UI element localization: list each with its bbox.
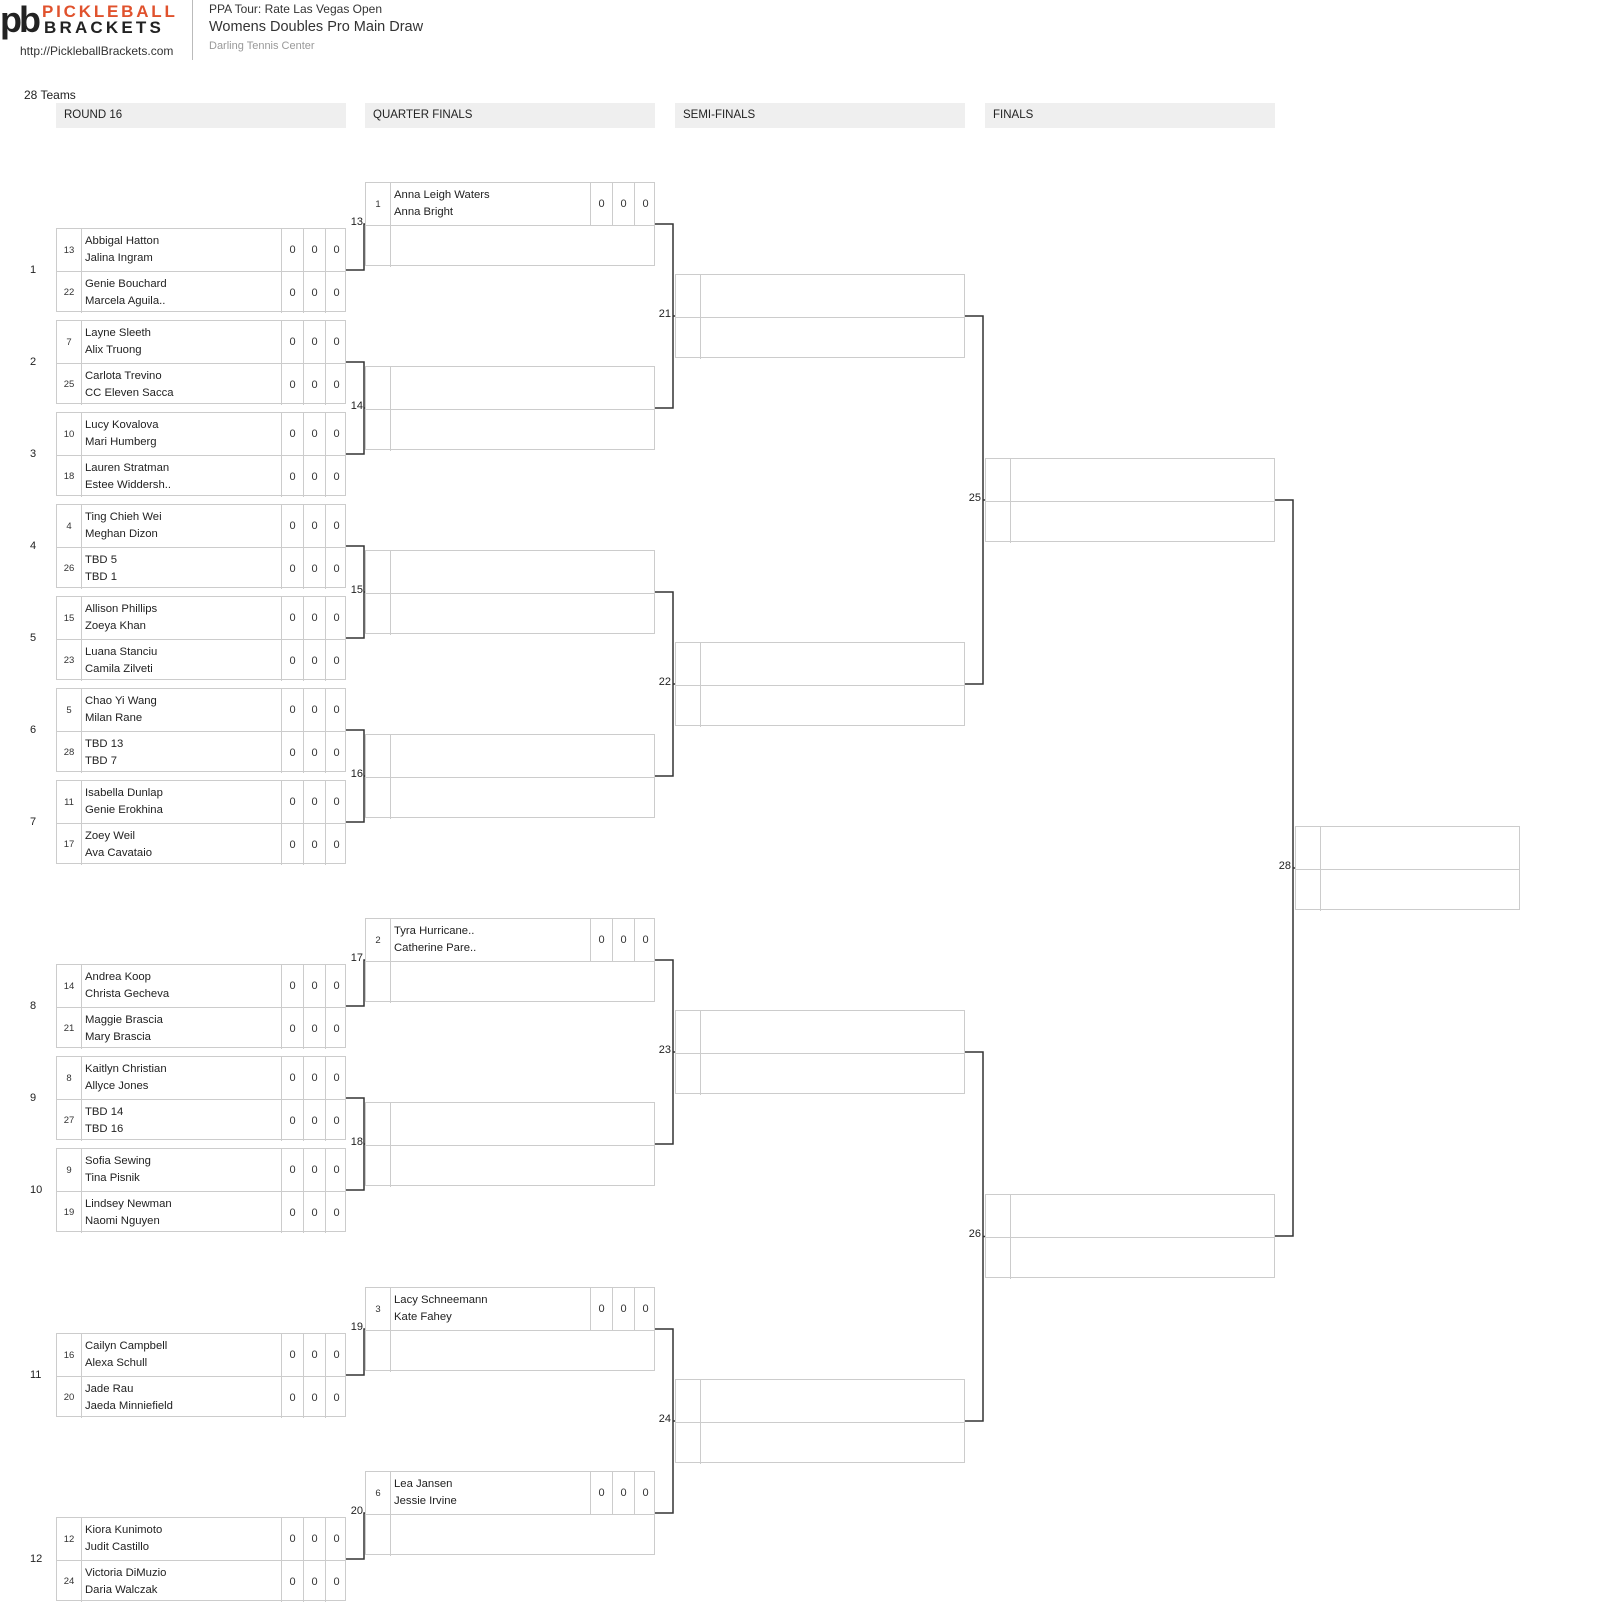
player-name: Alexa Schull	[85, 1357, 148, 1369]
match-number: 17	[350, 952, 363, 964]
game-score: 0	[325, 364, 347, 405]
round-header-finals: FINALS	[985, 103, 1275, 128]
player-name: Ting Chieh Wei	[85, 511, 162, 523]
game-score: 0	[303, 824, 325, 865]
seed-number: 4	[57, 505, 82, 547]
game-score: 0	[303, 364, 325, 405]
player-name: Luana Stanciu	[85, 646, 158, 658]
player-name: Isabella Dunlap	[85, 787, 163, 799]
logo-word-brackets: BRACKETS	[44, 18, 165, 37]
game-score: 0	[281, 505, 303, 547]
game-score: 0	[325, 1192, 347, 1233]
match-number: 13	[350, 216, 363, 228]
seed-number: 20	[57, 1377, 82, 1418]
game-score: 0	[281, 456, 303, 497]
match-number: 19	[350, 1321, 363, 1333]
game-score: 0	[325, 456, 347, 497]
game-score: 0	[325, 272, 347, 313]
match-number: 24	[658, 1413, 671, 1425]
game-score: 0	[325, 1057, 347, 1099]
match-number: 15	[350, 584, 363, 596]
player-name: Ava Cavataio	[85, 847, 152, 859]
connector-line	[655, 592, 673, 776]
game-score: 0	[303, 272, 325, 313]
player-name: TBD 13	[85, 738, 124, 750]
game-score: 0	[303, 597, 325, 639]
player-name: Allison Phillips	[85, 603, 158, 615]
game-score: 0	[281, 364, 303, 405]
player-name: Tyra Hurricane..	[394, 925, 475, 937]
logo-mark: pb	[0, 0, 38, 40]
game-score: 0	[325, 824, 347, 865]
connector-line	[1275, 500, 1293, 1236]
game-score: 0	[303, 1057, 325, 1099]
game-score: 0	[303, 456, 325, 497]
player-name: Kaitlyn Christian	[85, 1063, 167, 1075]
match-number: 16	[350, 768, 363, 780]
game-score: 0	[325, 505, 347, 547]
game-score: 0	[325, 689, 347, 731]
player-name: CC Eleven Sacca	[85, 387, 174, 399]
player-name: Tina Pisnik	[85, 1172, 140, 1184]
game-score: 0	[303, 1100, 325, 1141]
seed-number: 9	[57, 1149, 82, 1191]
match-number: 3	[30, 448, 37, 460]
connector-line	[346, 1329, 365, 1375]
player-name: Judit Castillo	[85, 1541, 150, 1553]
game-score: 0	[303, 1518, 325, 1560]
connector-line	[346, 730, 364, 822]
seed-number: 19	[57, 1192, 82, 1233]
player-name: Mari Humberg	[85, 436, 157, 448]
game-score: 0	[634, 1472, 656, 1514]
game-score: 0	[303, 965, 325, 1007]
game-score: 0	[303, 413, 325, 455]
player-name: Abbigal Hatton	[85, 235, 160, 247]
game-score: 0	[281, 272, 303, 313]
player-name: TBD 16	[85, 1123, 124, 1135]
game-score: 0	[325, 640, 347, 681]
game-score: 0	[325, 321, 347, 363]
game-score: 0	[325, 781, 347, 823]
connector-line	[346, 362, 364, 454]
match-number: 4	[30, 540, 37, 552]
game-score: 0	[281, 1334, 303, 1376]
venue-name: Darling Tennis Center	[209, 40, 315, 52]
seed-number: 14	[57, 965, 82, 1007]
player-name: Maggie Brascia	[85, 1014, 163, 1026]
game-score: 0	[303, 1008, 325, 1049]
game-score: 0	[303, 781, 325, 823]
player-name: Camila Zilveti	[85, 663, 153, 675]
match-number: 25	[968, 492, 981, 504]
seed-number: 25	[57, 364, 82, 405]
match-number: 8	[30, 1000, 37, 1012]
player-name: TBD 7	[85, 755, 118, 767]
round-header-semifinals: SEMI-FINALS	[675, 103, 965, 128]
player-name: Daria Walczak	[85, 1584, 158, 1596]
draw-title: Womens Doubles Pro Main Draw	[209, 19, 424, 35]
game-score: 0	[634, 1288, 656, 1330]
seed-number: 27	[57, 1100, 82, 1141]
match-number: 11	[30, 1369, 42, 1381]
game-score: 0	[325, 1008, 347, 1049]
seed-number: 3	[366, 1288, 391, 1330]
game-score: 0	[303, 689, 325, 731]
player-name: Zoey Weil	[85, 830, 136, 842]
game-score: 0	[325, 732, 347, 773]
seed-number: 23	[57, 640, 82, 681]
seed-number: 24	[57, 1561, 82, 1602]
game-score: 0	[303, 1192, 325, 1233]
game-score: 0	[281, 413, 303, 455]
seed-number: 11	[57, 781, 82, 823]
player-name: Lindsey Newman	[85, 1198, 172, 1210]
player-name: Anna Leigh Waters	[394, 189, 490, 201]
game-score: 0	[281, 1008, 303, 1049]
game-score: 0	[303, 321, 325, 363]
game-score: 0	[281, 1192, 303, 1233]
game-score: 0	[303, 548, 325, 589]
match-number: 7	[30, 816, 37, 828]
game-score: 0	[281, 781, 303, 823]
match-number: 2	[30, 356, 37, 368]
player-name: Lauren Stratman	[85, 462, 170, 474]
game-score: 0	[303, 229, 325, 271]
connector-line	[655, 960, 673, 1144]
player-name: Chao Yi Wang	[85, 695, 157, 707]
player-name: Andrea Koop	[85, 971, 151, 983]
seed-number: 8	[57, 1057, 82, 1099]
logo-word-pickleball: PICKLEBALL	[42, 2, 178, 21]
game-score: 0	[325, 1377, 347, 1418]
player-name: Milan Rane	[85, 712, 143, 724]
connector-line	[346, 1513, 365, 1559]
game-score: 0	[281, 229, 303, 271]
match-number: 18	[350, 1136, 363, 1148]
game-score: 0	[612, 1288, 634, 1330]
match-number: 5	[30, 632, 37, 644]
seed-number: 17	[57, 824, 82, 865]
player-name: Cailyn Campbell	[85, 1340, 168, 1352]
player-name: Jalina Ingram	[85, 252, 153, 264]
connector-line	[965, 316, 983, 684]
game-score: 0	[281, 965, 303, 1007]
connector-line	[655, 224, 673, 408]
game-score: 0	[634, 183, 656, 225]
player-name: Anna Bright	[394, 206, 454, 218]
seed-number: 22	[57, 272, 82, 313]
player-name: Alix Truong	[85, 344, 142, 356]
seed-number: 12	[57, 1518, 82, 1560]
seed-number: 21	[57, 1008, 82, 1049]
player-name: Meghan Dizon	[85, 528, 158, 540]
seed-number: 6	[366, 1472, 391, 1514]
game-score: 0	[281, 1149, 303, 1191]
game-score: 0	[590, 919, 612, 961]
player-name: Jessie Irvine	[394, 1495, 457, 1507]
game-score: 0	[281, 640, 303, 681]
player-name: Genie Bouchard	[85, 278, 167, 290]
game-score: 0	[281, 1561, 303, 1602]
seed-number: 26	[57, 548, 82, 589]
player-name: TBD 14	[85, 1106, 124, 1118]
player-name: Naomi Nguyen	[85, 1215, 160, 1227]
match-number: 28	[1278, 860, 1291, 872]
game-score: 0	[590, 1288, 612, 1330]
game-score: 0	[303, 732, 325, 773]
game-score: 0	[325, 229, 347, 271]
match-number: 10	[30, 1184, 43, 1196]
player-name: Lea Jansen	[394, 1478, 453, 1490]
game-score: 0	[325, 413, 347, 455]
player-name: Sofia Sewing	[85, 1155, 151, 1167]
seed-number: 7	[57, 321, 82, 363]
match-number: 20	[350, 1505, 363, 1517]
match-number: 21	[658, 308, 671, 320]
round-header-quarterfinals: QUARTER FINALS	[365, 103, 655, 128]
player-name: Lucy Kovalova	[85, 419, 159, 431]
game-score: 0	[281, 1100, 303, 1141]
game-score: 0	[612, 919, 634, 961]
game-score: 0	[325, 597, 347, 639]
game-score: 0	[612, 1472, 634, 1514]
match-number: 23	[658, 1044, 671, 1056]
game-score: 0	[325, 548, 347, 589]
game-score: 0	[325, 1561, 347, 1602]
player-name: Kate Fahey	[394, 1311, 452, 1323]
seed-number: 15	[57, 597, 82, 639]
player-name: Estee Widdersh..	[85, 479, 172, 491]
player-name: Allyce Jones	[85, 1080, 149, 1092]
connector-line	[346, 1098, 364, 1190]
game-score: 0	[634, 919, 656, 961]
game-score: 0	[325, 1100, 347, 1141]
game-score: 0	[281, 548, 303, 589]
connector-line	[655, 1329, 673, 1513]
match-number: 22	[658, 676, 671, 688]
seed-number: 16	[57, 1334, 82, 1376]
seed-number: 18	[57, 456, 82, 497]
team-count: 28 Teams	[24, 88, 76, 102]
seed-number: 28	[57, 732, 82, 773]
game-score: 0	[281, 1057, 303, 1099]
match-number: 6	[30, 724, 37, 736]
seed-number: 2	[366, 919, 391, 961]
game-score: 0	[590, 183, 612, 225]
game-score: 0	[281, 1518, 303, 1560]
game-score: 0	[303, 1149, 325, 1191]
game-score: 0	[281, 732, 303, 773]
player-name: Carlota Trevino	[85, 370, 162, 382]
game-score: 0	[590, 1472, 612, 1514]
seed-number: 1	[366, 183, 391, 225]
round-header-round16: ROUND 16	[56, 103, 346, 128]
player-name: Zoeya Khan	[85, 620, 146, 632]
game-score: 0	[303, 1377, 325, 1418]
player-name: Lacy Schneemann	[394, 1294, 488, 1306]
match-number: 12	[30, 1553, 43, 1565]
player-name: Victoria DiMuzio	[85, 1567, 167, 1579]
player-name: Mary Brascia	[85, 1031, 151, 1043]
player-name: Christa Gecheva	[85, 988, 170, 1000]
game-score: 0	[325, 1334, 347, 1376]
game-score: 0	[303, 1561, 325, 1602]
player-name: Genie Erokhina	[85, 804, 163, 816]
player-name: Marcela Aguila..	[85, 295, 166, 307]
game-score: 0	[281, 1377, 303, 1418]
game-score: 0	[281, 597, 303, 639]
event-name: PPA Tour: Rate Las Vegas Open	[209, 2, 383, 16]
game-score: 0	[281, 824, 303, 865]
seed-number: 10	[57, 413, 82, 455]
game-score: 0	[612, 183, 634, 225]
match-number: 14	[350, 400, 363, 412]
player-name: Layne Sleeth	[85, 327, 151, 339]
site-url-link[interactable]: http://PickleballBrackets.com	[20, 44, 174, 58]
game-score: 0	[325, 965, 347, 1007]
player-name: Kiora Kunimoto	[85, 1524, 163, 1536]
game-score: 0	[325, 1149, 347, 1191]
game-score: 0	[281, 321, 303, 363]
player-name: Jade Rau	[85, 1383, 134, 1395]
match-number: 1	[30, 264, 37, 276]
connector-line	[346, 960, 365, 1006]
player-name: TBD 1	[85, 571, 118, 583]
seed-number: 5	[57, 689, 82, 731]
game-score: 0	[303, 1334, 325, 1376]
game-score: 0	[325, 1518, 347, 1560]
player-name: Catherine Pare..	[394, 942, 477, 954]
connector-line	[965, 1052, 983, 1421]
connector-line	[346, 224, 365, 270]
player-name: TBD 5	[85, 554, 118, 566]
player-name: Jaeda Minniefield	[85, 1400, 173, 1412]
match-number: 26	[968, 1228, 981, 1240]
match-number: 9	[30, 1092, 37, 1104]
connector-line	[346, 546, 364, 638]
seed-number: 13	[57, 229, 82, 271]
game-score: 0	[303, 505, 325, 547]
game-score: 0	[281, 689, 303, 731]
game-score: 0	[303, 640, 325, 681]
